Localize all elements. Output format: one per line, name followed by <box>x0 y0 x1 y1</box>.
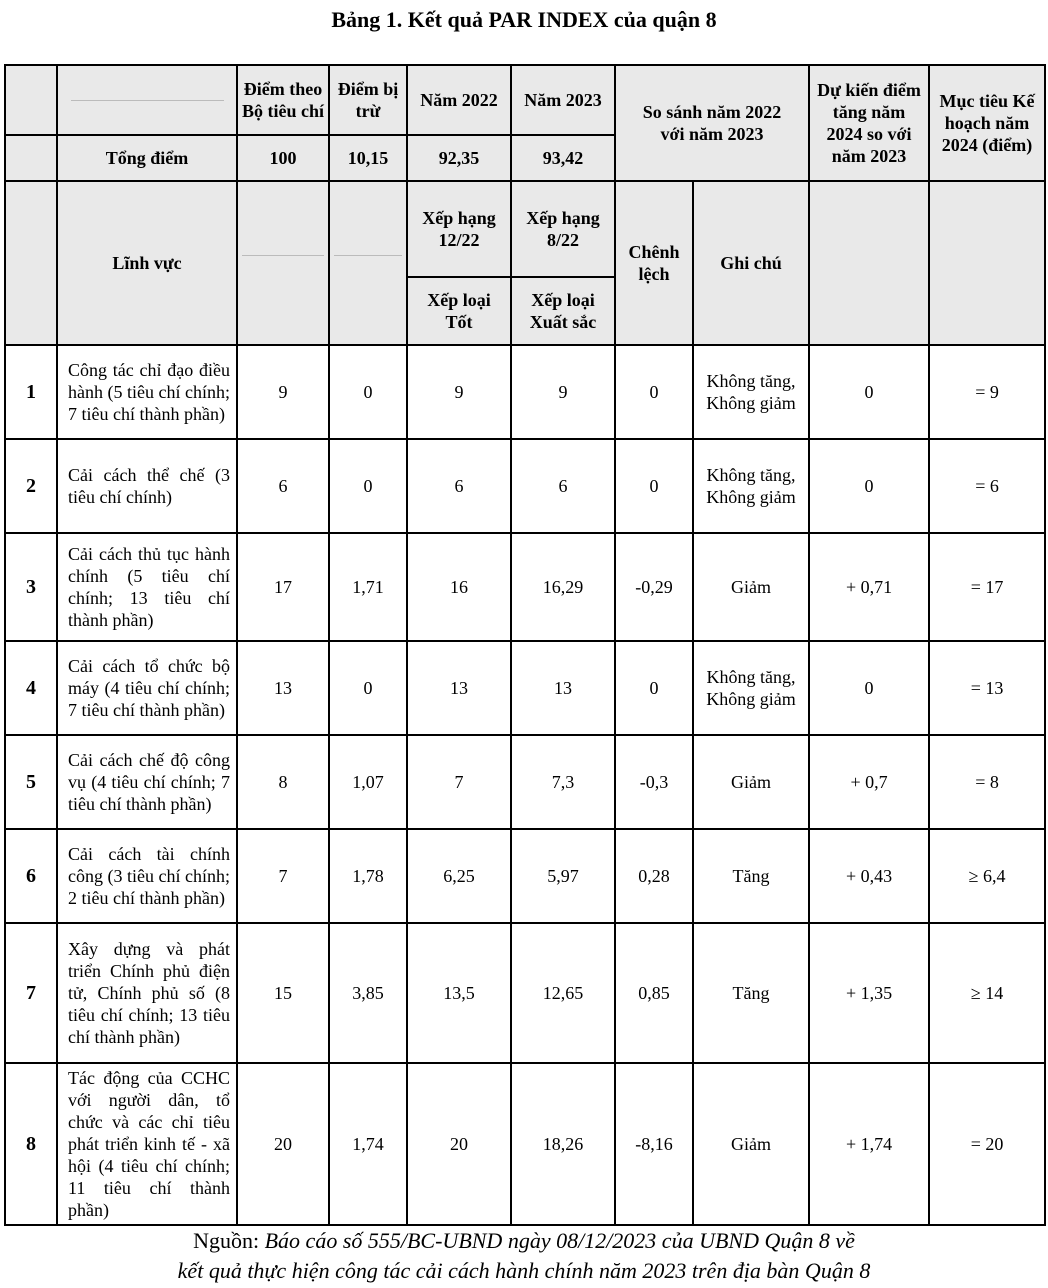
row-ghi-chu: Giảm <box>693 1063 809 1225</box>
row-2023: 9 <box>511 345 615 439</box>
row-2022: 6 <box>407 439 511 533</box>
row-chenh-lech: 0,85 <box>615 923 693 1063</box>
row-diem-bo: 9 <box>237 345 329 439</box>
row-diem-tru: 0 <box>329 439 407 533</box>
corner-cell <box>5 65 57 135</box>
xep-loai-2022: Xếp loại Tốt <box>407 277 511 345</box>
row-label: Công tác chỉ đạo điều hành (5 tiêu chí chính; 7 tiêu chí thành phần) <box>57 345 237 439</box>
row-ghi-chu: Tăng <box>693 923 809 1063</box>
row-ghi-chu: Giảm <box>693 533 809 641</box>
row-ghi-chu: Không tăng, Không giảm <box>693 641 809 735</box>
total-diem-bo: 100 <box>237 135 329 181</box>
row-2023: 6 <box>511 439 615 533</box>
table-row <box>5 533 1045 641</box>
row-index: 7 <box>5 923 57 1063</box>
subheader-index-blank <box>5 181 57 345</box>
row-label: Xây dựng và phát triển Chính phủ điện tử, Chính phủ số (8 tiêu chí chính; 13 tiêu chí thành phần) <box>57 923 237 1063</box>
row-index: 3 <box>5 533 57 641</box>
row-chenh-lech: -8,16 <box>615 1063 693 1225</box>
row-2022: 16 <box>407 533 511 641</box>
row-diem-bo: 13 <box>237 641 329 735</box>
row-diem-bo: 8 <box>237 735 329 829</box>
row-label: Tác động của CCHC với người dân, tổ chức và các chỉ tiêu phát triển kinh tế - xã hội (4 tiêu chí chính; 11 tiêu chí thành phần) <box>57 1063 237 1225</box>
table-row <box>5 923 1045 1063</box>
row-muc-tieu: = 6 <box>929 439 1045 533</box>
par-index-table <box>4 64 1046 1226</box>
row-label: Cải cách tài chính công (3 tiêu chí chính; 2 tiêu chí thành phần) <box>57 829 237 923</box>
row-du-kien: + 1,74 <box>809 1063 929 1225</box>
subheader-blank-du-kien <box>809 181 929 345</box>
subheader-blank-bo <box>237 181 329 345</box>
row-2022: 13,5 <box>407 923 511 1063</box>
row-2023: 5,97 <box>511 829 615 923</box>
row-chenh-lech: 0 <box>615 439 693 533</box>
row-diem-tru: 0 <box>329 641 407 735</box>
row-muc-tieu: = 20 <box>929 1063 1045 1225</box>
col-header-diem-bo: Điểm theo Bộ tiêu chí <box>237 65 329 135</box>
row-chenh-lech: 0 <box>615 641 693 735</box>
row-chenh-lech: -0,3 <box>615 735 693 829</box>
col-header-muc-tieu: Mục tiêu Kế hoạch năm 2024 (điểm) <box>929 65 1045 181</box>
total-2022: 92,35 <box>407 135 511 181</box>
row-index: 2 <box>5 439 57 533</box>
row-label: Cải cách thể chế (3 tiêu chí chính) <box>57 439 237 533</box>
row-diem-bo: 6 <box>237 439 329 533</box>
row-index: 4 <box>5 641 57 735</box>
row-muc-tieu: = 8 <box>929 735 1045 829</box>
xep-hang-2023: Xếp hạng 8/22 <box>511 181 615 277</box>
row-diem-tru: 1,78 <box>329 829 407 923</box>
row-ghi-chu: Giảm <box>693 735 809 829</box>
table-row <box>5 1063 1045 1225</box>
table-row <box>5 735 1045 829</box>
total-2023: 93,42 <box>511 135 615 181</box>
row-du-kien: 0 <box>809 641 929 735</box>
col-header-2023: Năm 2023 <box>511 65 615 135</box>
subheader-blank-tru <box>329 181 407 345</box>
table-row <box>5 829 1045 923</box>
row-2023: 16,29 <box>511 533 615 641</box>
subheader-chenh-lech: Chênh lệch <box>615 181 693 345</box>
xep-hang-2022: Xếp hạng 12/22 <box>407 181 511 277</box>
subheader-linh-vuc: Lĩnh vực <box>57 181 237 345</box>
row-label: Cải cách tổ chức bộ máy (4 tiêu chí chính; 7 tiêu chí thành phần) <box>57 641 237 735</box>
row-ghi-chu: Không tăng, Không giảm <box>693 345 809 439</box>
row-du-kien: 0 <box>809 345 929 439</box>
row-diem-bo: 20 <box>237 1063 329 1225</box>
row-index: 5 <box>5 735 57 829</box>
row-2023: 12,65 <box>511 923 615 1063</box>
row-2022: 9 <box>407 345 511 439</box>
col-header-so-sanh: So sánh năm 2022 với năm 2023 <box>615 65 809 181</box>
row-muc-tieu: ≥ 14 <box>929 923 1045 1063</box>
row-index: 8 <box>5 1063 57 1225</box>
row-2022: 6,25 <box>407 829 511 923</box>
row-du-kien: 0 <box>809 439 929 533</box>
col-header-du-kien: Dự kiến điểm tăng năm 2024 so với năm 2023 <box>809 65 929 181</box>
row-index: 1 <box>5 345 57 439</box>
row-label: Cải cách thủ tục hành chính (5 tiêu chí chính; 13 tiêu chí thành phần) <box>57 533 237 641</box>
row-2023: 7,3 <box>511 735 615 829</box>
row-ghi-chu: Không tăng, Không giảm <box>693 439 809 533</box>
source-lead: Nguồn: <box>193 1228 265 1253</box>
row-2022: 7 <box>407 735 511 829</box>
row-2022: 20 <box>407 1063 511 1225</box>
row-chenh-lech: 0 <box>615 345 693 439</box>
subheader-ghi-chu: Ghi chú <box>693 181 809 345</box>
row-diem-bo: 17 <box>237 533 329 641</box>
row-2023: 18,26 <box>511 1063 615 1225</box>
total-label: Tổng điểm <box>57 135 237 181</box>
row-chenh-lech: 0,28 <box>615 829 693 923</box>
source-line2: kết quả thực hiện công tác cải cách hành chính năm 2023 trên địa bàn Quận 8 <box>177 1258 871 1283</box>
table-row <box>5 439 1045 533</box>
table-row <box>5 345 1045 439</box>
row-muc-tieu: ≥ 6,4 <box>929 829 1045 923</box>
row-diem-tru: 0 <box>329 345 407 439</box>
total-row-index <box>5 135 57 181</box>
row-du-kien: + 0,43 <box>809 829 929 923</box>
row-muc-tieu: = 13 <box>929 641 1045 735</box>
source-note <box>0 1226 1048 1286</box>
col-header-2022: Năm 2022 <box>407 65 511 135</box>
xep-loai-2023: Xếp loại Xuất sắc <box>511 277 615 345</box>
row-du-kien: + 0,71 <box>809 533 929 641</box>
table-title: Bảng 1. Kết quả PAR INDEX của quận 8 <box>331 7 717 32</box>
row-diem-tru: 1,74 <box>329 1063 407 1225</box>
row-ghi-chu: Tăng <box>693 829 809 923</box>
row-2022: 13 <box>407 641 511 735</box>
row-label: Cải cách chế độ công vụ (4 tiêu chí chính; 7 tiêu chí thành phần) <box>57 735 237 829</box>
row-diem-bo: 15 <box>237 923 329 1063</box>
row-muc-tieu: = 9 <box>929 345 1045 439</box>
row-du-kien: + 0,7 <box>809 735 929 829</box>
row-2023: 13 <box>511 641 615 735</box>
row-chenh-lech: -0,29 <box>615 533 693 641</box>
row-diem-tru: 3,85 <box>329 923 407 1063</box>
row-muc-tieu: = 17 <box>929 533 1045 641</box>
row-index: 6 <box>5 829 57 923</box>
row-diem-bo: 7 <box>237 829 329 923</box>
source-line1: Báo cáo số 555/BC-UBND ngày 08/12/2023 của UBND Quận 8 về <box>264 1228 855 1253</box>
blank-header-cell <box>57 65 237 135</box>
subheader-blank-muc-tieu <box>929 181 1045 345</box>
col-header-diem-tru: Điểm bị trừ <box>329 65 407 135</box>
row-du-kien: + 1,35 <box>809 923 929 1063</box>
row-diem-tru: 1,71 <box>329 533 407 641</box>
total-diem-tru: 10,15 <box>329 135 407 181</box>
table-row <box>5 641 1045 735</box>
row-diem-tru: 1,07 <box>329 735 407 829</box>
